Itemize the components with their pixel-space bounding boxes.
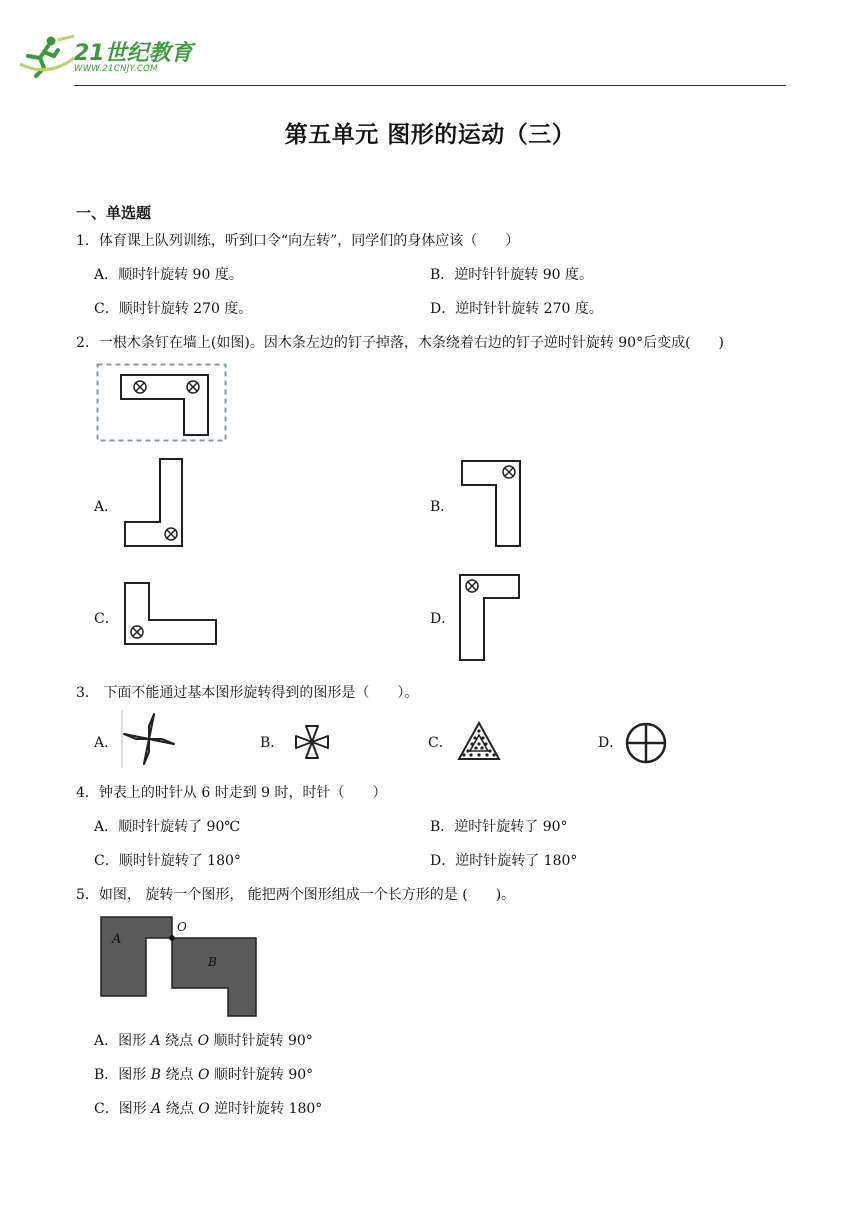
q3-option-b-flower-figure[interactable] — [292, 722, 332, 762]
q3-option-d[interactable]: D． — [598, 735, 624, 751]
q5-option-a-point: O — [197, 1033, 210, 1049]
q5-option-b-point: O — [197, 1067, 210, 1083]
q1-option-b[interactable]: B．逆时针针旋转 90 度。 — [430, 267, 594, 283]
q5-option-a-mid: 绕点 — [160, 1033, 198, 1049]
question-2-stem: 2．一根木条钉在墙上(如图)。因木条左边的钉子掉落，木条绕着右边的钉子逆时针旋转 90°后变成( ) — [76, 335, 725, 351]
q4-option-c[interactable]: C．顺时针旋转了 180° — [94, 853, 241, 869]
figure-label-a: A — [112, 932, 122, 947]
section-title: 一、单选题 — [76, 204, 152, 222]
q5-option-a-suffix: 顺时针旋转 90° — [209, 1033, 313, 1049]
question-1-stem: 1．体育课上队列训练，听到口令“向左转”，同学们的身体应该（ ） — [76, 233, 520, 249]
wooden-strip-figure — [96, 363, 228, 443]
q1-option-d[interactable]: D．逆时针针旋转 270 度。 — [430, 301, 603, 317]
site-logo — [18, 34, 193, 78]
q5-option-a-shape: A — [150, 1033, 161, 1049]
header-rule — [74, 85, 786, 86]
q2-option-d[interactable]: D． — [430, 611, 456, 627]
q5-option-b-suffix: 顺时针旋转 90° — [209, 1067, 314, 1083]
q2-option-d-figure[interactable] — [457, 572, 523, 664]
question-5-stem: 5．如图， 旋转一个图形， 能把两个图形组成一个长方形的是 ( )。 — [76, 887, 516, 903]
q2-option-b-figure[interactable] — [458, 458, 524, 550]
q5-option-c-prefix: C．图形 — [94, 1101, 152, 1117]
q5-option-a-prefix: A．图形 — [94, 1033, 151, 1049]
q5-option-c-suffix: 逆时针旋转 180° — [209, 1101, 323, 1117]
q5-option-c-shape: A — [151, 1101, 162, 1117]
q5-option-b-mid: 绕点 — [161, 1067, 198, 1083]
figure-label-b: B — [208, 955, 217, 969]
q2-option-a-figure[interactable] — [122, 456, 186, 550]
q4-option-b[interactable]: B．逆时针旋转了 90° — [430, 819, 568, 835]
q3-option-c[interactable]: C． — [428, 735, 453, 751]
q3-option-d-circle-cross-figure[interactable] — [624, 721, 668, 765]
q3-option-c-triangle-figure[interactable] — [456, 720, 502, 762]
q5-option-c-mid: 绕点 — [161, 1101, 199, 1117]
q4-option-d[interactable]: D．逆时针旋转了 180° — [430, 853, 578, 869]
q3-option-b[interactable]: B． — [260, 735, 285, 751]
page-title: 第五单元 图形的运动（三） — [284, 122, 576, 148]
rotation-shapes-figure — [98, 914, 260, 1018]
q1-option-a[interactable]: A．顺时针旋转 90 度。 — [94, 267, 243, 283]
q4-option-a[interactable]: A．顺时针旋转了 90℃ — [94, 819, 241, 835]
q1-option-c[interactable]: C．顺时针旋转 270 度。 — [94, 301, 253, 317]
logo-text: 21世纪教育 — [74, 41, 193, 66]
question-3-stem: 3． 下面不能通过基本图形旋转得到的图形是（ ）。 — [76, 685, 419, 701]
logo-url: WWW.21CNJY.COM — [74, 64, 158, 74]
q2-option-c-figure[interactable] — [122, 580, 220, 648]
q5-option-b-prefix: B．图形 — [94, 1067, 151, 1083]
q3-option-a[interactable]: A． — [94, 735, 119, 751]
q2-option-a[interactable]: A． — [94, 499, 119, 515]
q5-option-c[interactable] — [94, 1098, 322, 1118]
q5-option-a[interactable] — [94, 1030, 313, 1050]
q2-option-c[interactable]: C． — [94, 611, 119, 627]
q5-option-b[interactable] — [94, 1064, 313, 1084]
figure-label-o: O — [177, 920, 187, 934]
q5-option-b-shape: B — [150, 1067, 162, 1083]
q2-option-b[interactable]: B． — [430, 499, 455, 515]
q5-option-c-point: O — [198, 1101, 210, 1117]
q3-option-a-pinwheel-figure[interactable] — [118, 708, 180, 770]
question-4-stem: 4．钟表上的时针从 6 时走到 9 时，时针（ ） — [76, 785, 387, 801]
